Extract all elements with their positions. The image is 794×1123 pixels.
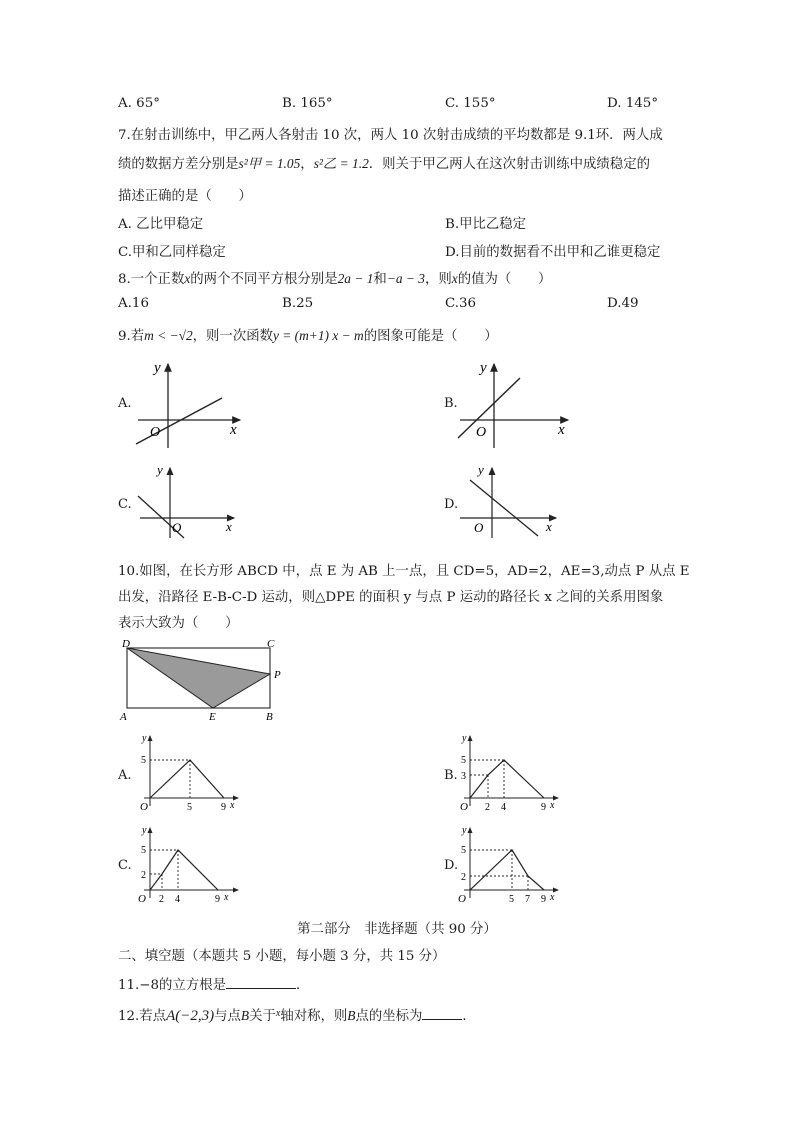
- function-line: [458, 378, 520, 438]
- q7-variance-jia: s²甲 = 1.05: [238, 156, 301, 171]
- q9-option-b-label: B.: [444, 396, 458, 411]
- q12-text-e: 点的坐标为: [355, 1009, 423, 1024]
- x-label: x: [558, 422, 565, 438]
- origin-label: O: [172, 520, 182, 535]
- q10-line1: 10.如图，在长方形 ABCD 中，点 E 为 AB 上一点，且 CD=5，AD=2，AE=3,动点 P 从点 E: [118, 564, 690, 579]
- q9-function: y = (m+1) x − m: [273, 328, 364, 343]
- label-a: A: [120, 711, 127, 723]
- q6-option-a: A. 65°: [118, 96, 160, 111]
- q10-option-b-label: B.: [444, 768, 458, 783]
- x-label: x: [546, 519, 552, 534]
- y-tick-5: 5: [141, 755, 146, 766]
- x-tick-9: 9: [221, 802, 226, 813]
- part2-title: 第二部分 非选择题（共 90 分）: [297, 922, 497, 937]
- label-e: E: [209, 711, 216, 723]
- x-tick-5: 5: [187, 802, 192, 813]
- q6-option-b: B. 165°: [282, 96, 333, 111]
- y-tick-5: 5: [461, 755, 466, 766]
- q12-text-b: 与点: [214, 1009, 241, 1024]
- area-graph-line: [150, 760, 224, 798]
- q12-end: ．: [462, 1009, 476, 1024]
- q8-text-d: ，则: [424, 272, 452, 287]
- q8-text-b: 的两个不同平方根分别是: [190, 272, 338, 287]
- q10-graph-b: [454, 730, 564, 816]
- area-graph-line: [150, 850, 218, 890]
- label-p: P: [274, 669, 281, 681]
- q10-rectangle-figure: [116, 636, 296, 724]
- q10-line2: 出发，沿路径 E-B-C-D 运动，则△DPE 的面积 y 与点 P 运动的路径长 x 之间的关系用图象: [118, 590, 664, 605]
- label-c: C: [267, 638, 275, 650]
- label-d: D: [122, 638, 130, 650]
- x-tick-2: 2: [485, 802, 490, 813]
- q11-stem: 11.−8的立方根是: [118, 978, 226, 993]
- label-b: B: [266, 711, 273, 723]
- q9-graph-b: [454, 358, 578, 450]
- q12-var-x: x: [275, 1008, 281, 1019]
- origin-label: O: [150, 425, 161, 440]
- q11: [118, 974, 309, 993]
- y-tick-5: 5: [141, 845, 146, 856]
- q9-option-a-label: A.: [118, 396, 132, 411]
- q11-answer-blank[interactable]: [226, 988, 296, 989]
- q10-graph-d: [454, 822, 564, 908]
- q9-text-b: ，则一次函数: [192, 329, 273, 344]
- triangle-dpe: [127, 648, 270, 708]
- q9-text-a: 9.若: [118, 329, 145, 344]
- origin-label: O: [460, 801, 468, 813]
- q8-expr1: 2a − 1: [337, 271, 374, 286]
- origin-label: O: [140, 801, 148, 813]
- y-label: y: [154, 360, 161, 376]
- q9-graph-c: [132, 462, 240, 540]
- q12-answer-blank[interactable]: [422, 1019, 462, 1020]
- x-tick-9: 9: [215, 894, 220, 905]
- q7-variance-yi: s²乙 = 1.2: [313, 156, 369, 171]
- q10-line3: 表示大致为（ ）: [118, 616, 239, 631]
- function-line: [136, 398, 222, 444]
- q6-option-c: C. 155°: [445, 96, 496, 111]
- q10-graph-a: [134, 730, 244, 816]
- area-graph-line: [470, 760, 544, 798]
- q11-end: ．: [296, 978, 310, 993]
- x-tick-9: 9: [541, 894, 546, 905]
- q7-option-a: A. 乙比甲稳定: [118, 217, 204, 232]
- q6-option-d: D. 145°: [607, 96, 659, 111]
- origin-label: O: [458, 893, 466, 905]
- x-tick-7: 7: [525, 894, 530, 905]
- x-tick-4: 4: [501, 802, 506, 813]
- q12-point-b2: B: [347, 1008, 356, 1023]
- q7-option-b: B.甲比乙稳定: [445, 217, 527, 232]
- y-label: y: [480, 360, 487, 376]
- q8-text-e: 的值为（ ）: [457, 272, 552, 287]
- q9-text-c: 的图象可能是（ ）: [363, 329, 498, 344]
- y-tick-2: 2: [461, 872, 466, 883]
- y-tick-5: 5: [461, 845, 466, 856]
- q12-point-b: B: [240, 1008, 250, 1023]
- x-tick-9: 9: [541, 802, 546, 813]
- q8-option-a: A.16: [118, 296, 149, 311]
- q12-text-a: 12.若点: [118, 1009, 167, 1024]
- x-label: x: [230, 800, 235, 811]
- y-label: y: [142, 733, 147, 744]
- q9-graph-d: [456, 462, 564, 540]
- q10-option-a-label: A.: [118, 768, 132, 783]
- area-graph-line: [470, 850, 544, 890]
- q9-condition: m < −√2: [144, 328, 193, 343]
- y-label: y: [478, 462, 484, 477]
- y-label: y: [462, 825, 467, 836]
- q8-var-x: x: [184, 271, 191, 286]
- q10-option-c-label: C.: [118, 858, 132, 873]
- q9-option-c-label: C.: [118, 497, 132, 512]
- y-label: y: [462, 733, 467, 744]
- q7-option-d: D.目前的数据看不出甲和乙谁更稳定: [445, 245, 661, 260]
- q10-option-d-label: D.: [444, 858, 459, 873]
- y-tick-2: 2: [141, 870, 146, 881]
- x-tick-4: 4: [175, 894, 180, 905]
- x-label: x: [550, 800, 555, 811]
- x-label: x: [550, 892, 555, 903]
- y-label: y: [142, 825, 147, 836]
- q7-option-c: C.甲和乙同样稳定: [118, 245, 226, 260]
- origin-label: O: [474, 520, 484, 535]
- x-label: x: [224, 892, 229, 903]
- q9-stem: [118, 325, 498, 344]
- q8-option-b: B.25: [282, 296, 314, 311]
- x-label: x: [230, 422, 237, 438]
- y-tick-3: 3: [461, 771, 466, 782]
- origin-label: O: [138, 893, 146, 905]
- q8-text-a: 8.一个正数: [118, 272, 185, 287]
- q12-text-c: 关于: [249, 1009, 276, 1024]
- section2-title: 二、填空题（本题共 5 小题，每小题 3 分，共 15 分）: [118, 949, 446, 964]
- q7-line3: 描述正确的是（ ）: [118, 189, 252, 204]
- y-label: y: [157, 462, 163, 477]
- x-tick-5: 5: [509, 894, 514, 905]
- origin-label: O: [476, 425, 487, 440]
- q9-graph-a: [130, 358, 250, 450]
- q8-var-x2: x: [451, 271, 458, 286]
- q8-stem: [118, 268, 551, 287]
- q8-text-c: 和: [373, 272, 387, 287]
- q10-graph-c: [134, 822, 244, 908]
- q12-point-a: A(−2,3): [166, 1008, 215, 1024]
- x-tick-2: 2: [159, 894, 164, 905]
- q7-line1: 7.在射击训练中，甲乙两人各射击 10 次，两人 10 次射击成绩的平均数都是 9.1环．两人成: [118, 128, 663, 143]
- q12: [118, 1005, 476, 1025]
- q7-text-a: 绩的数据方差分别是: [118, 157, 239, 172]
- q7-line2: [118, 153, 650, 172]
- q9-option-d-label: D.: [444, 497, 459, 512]
- x-label: x: [226, 519, 232, 534]
- q7-text-b: ．则关于甲乙两人在这次射击训练中成绩稳定的: [368, 157, 650, 172]
- q8-expr2: −a − 3: [386, 271, 425, 286]
- q12-text-d: 轴对称，则: [280, 1009, 348, 1024]
- q7-sep: ，: [300, 157, 314, 172]
- q8-option-c: C.36: [445, 296, 477, 311]
- q8-option-d: D.49: [607, 296, 639, 311]
